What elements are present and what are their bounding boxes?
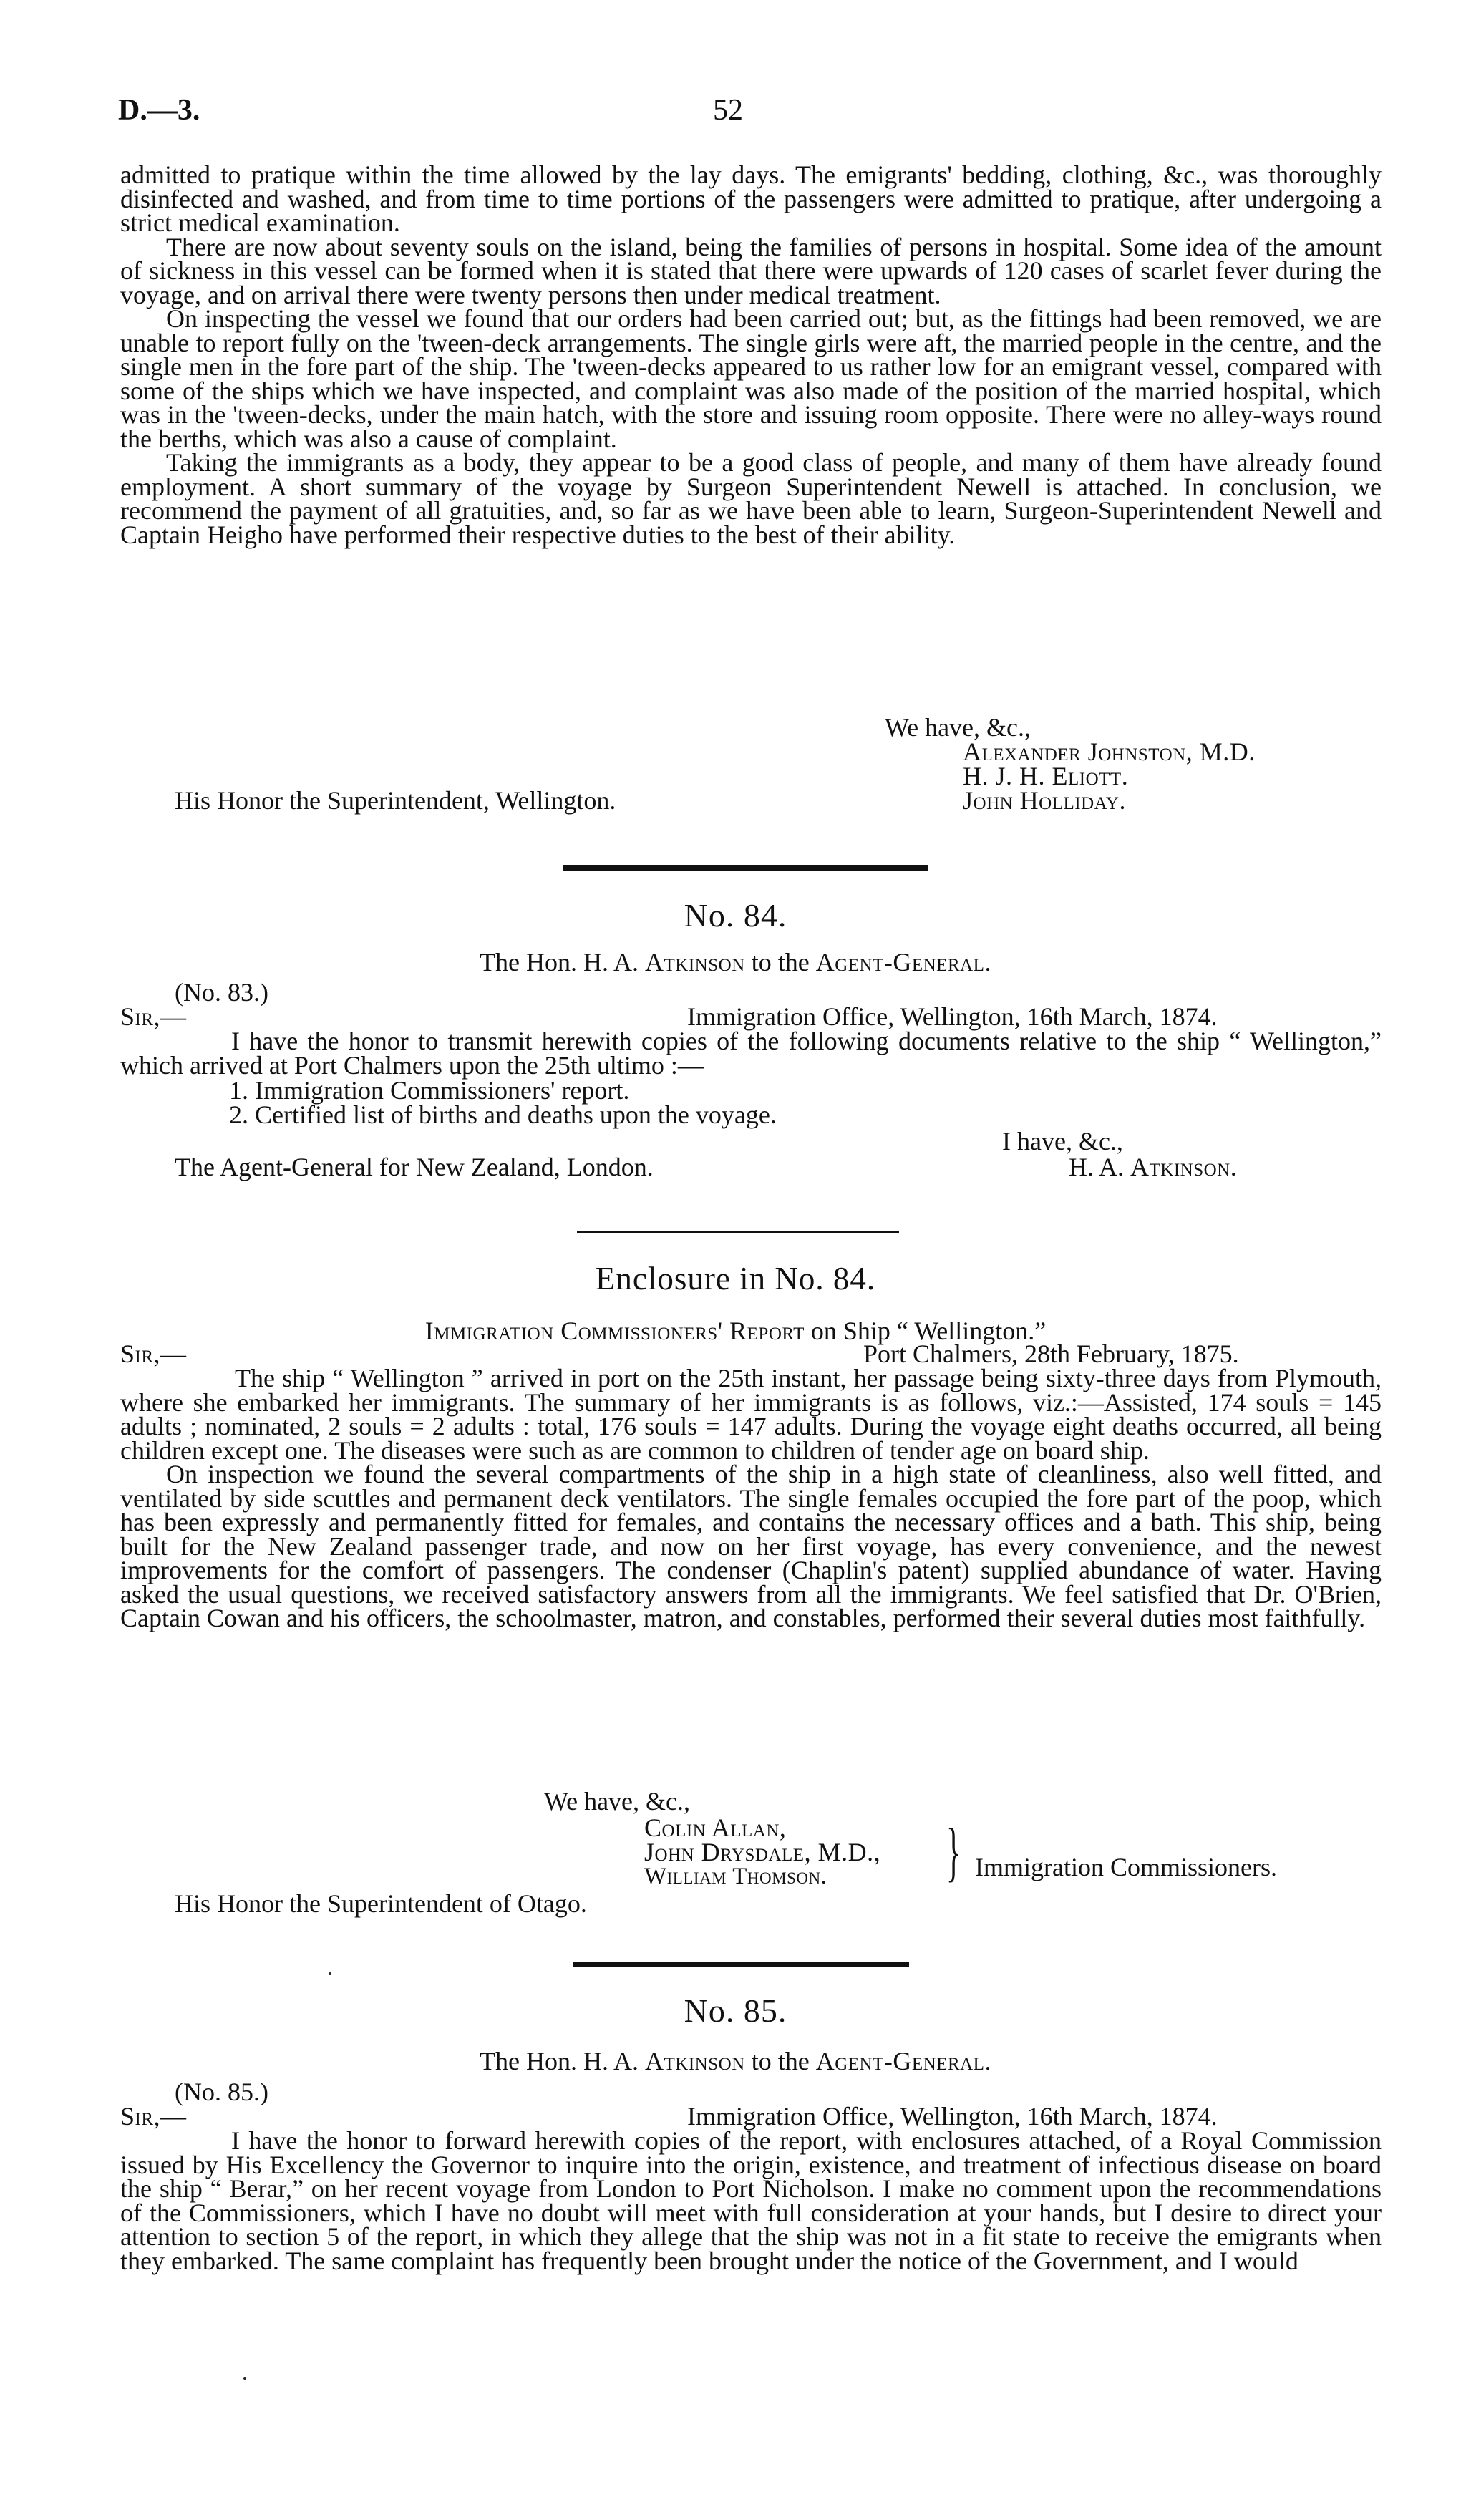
subtitle-name: Atkinson <box>645 948 745 976</box>
ink-speck <box>329 1972 331 1975</box>
brace-symbol: } <box>946 1815 961 1888</box>
signatory: John Drysdale, M.D., <box>644 1838 881 1866</box>
paragraph: I have the honor to transmit herewith copies of the following documents relative to the ship “ Wellington,” which arrived at Port Chalmers upon the 25th ultimo :— <box>120 1027 1382 1080</box>
salutation: Sir,— <box>120 2102 187 2131</box>
subtitle-to: to the <box>751 948 810 976</box>
page-number: 52 <box>713 94 743 127</box>
letter-subtitle <box>0 947 1471 977</box>
commissioners-role: Immigration Commissioners. <box>975 1853 1277 1881</box>
paragraph: On inspecting the vessel we found that our orders had been carried out; but, as the fittings had been removed, we are unable to report fully on the 'tween-deck arrangements. The single girls were aft, the married people in the centre, and the single men in the fore part of the ship. The 'tween-decks appeared to us rather low for an emigrant vessel, compared with some of the ships which we have inspected, and complaint was also made of the position of the married hospital, which was in the 'tween-decks, under the main hatch, with the store and issuing room opposite. There were no alley-ways round the berths, which was also a cause of complaint. <box>120 304 1382 453</box>
subtitle-ship: on Ship “ Wellington.” <box>810 1317 1047 1345</box>
section-divider-thick <box>563 865 928 871</box>
addressee: His Honor the Superintendent, Wellington. <box>175 786 616 815</box>
list-item: 2. Certified list of births and deaths upon the voyage. <box>229 1100 777 1129</box>
paragraph: Taking the immigrants as a body, they appear to be a good class of people, and many of them have already found employment. A short summary of the voyage by Surgeon Superintendent Newell is attached. In conclusion, we recommend the payment of all gratuities, and, so far as we have been able to learn, Surgeon-Superintendent Newell and Captain Heigho have performed their respective duties to the best of their ability. <box>120 448 1382 549</box>
subtitle-prefix: The Hon. H. A. <box>480 948 639 976</box>
letter-reference: (No. 85.) <box>175 2078 268 2106</box>
addressee: His Honor the Superintendent of Otago. <box>175 1889 587 1918</box>
enclosure-body <box>120 1364 1382 1632</box>
signatory: Alexander Johnston, M.D. <box>963 737 1256 766</box>
list-item: 1. Immigration Commissioners' report. <box>229 1076 630 1105</box>
paragraph: admitted to pratique within the time allowed by the lay days. The emigrants' bedding, clothing, &c., was thoroughly disinfected and washed, and from time to time portions of the passengers were admitted to pratique, after undergoing a strict medical examination. <box>120 160 1382 237</box>
salutation: Sir,— <box>120 1339 187 1368</box>
paragraph: On inspection we found the several compartments of the ship in a high state of cleanliness, also well fitted, and ventilated by side scuttles and permanent deck ventilators. The single females occupied the fore part of the poop, which has been expressly and permanently fitted for females, and contains the necessary offices and a bath. This ship, being built for the New Zealand passenger trade, and now on her first voyage, has every convenience, and the newest improvements for the comfort of passengers. The condenser (Chaplin's patent) supplied abundance of water. Having asked the usual questions, we received satisfactory answers from all the immigrants. We feel satisfied that Dr. O'Brien, Captain Cowan and his officers, the schoolmaster, matron, and constables, performed their several duties most faithfully. <box>120 1460 1382 1632</box>
dateline: Port Chalmers, 28th February, 1875. <box>863 1339 1239 1368</box>
subtitle-to: to the <box>751 2047 810 2075</box>
ink-speck <box>243 2377 246 2380</box>
subtitle-name: Atkinson <box>645 2047 745 2075</box>
letter-body <box>120 1027 1382 1080</box>
signatory: Colin Allan, <box>644 1813 787 1842</box>
signatory: H. J. H. Eliott. <box>963 762 1129 790</box>
signature <box>1069 1155 1237 1179</box>
signature-initials: H. A. <box>1069 1153 1125 1181</box>
letter-reference: (No. 83.) <box>175 978 268 1007</box>
subtitle-report: Immigration Commissioners' Report <box>424 1317 805 1345</box>
enclosure-heading: Enclosure in No. 84. <box>595 1261 876 1297</box>
dateline: Immigration Office, Wellington, 16th March, 1874. <box>687 2102 1218 2131</box>
addressee: The Agent-General for New Zealand, London. <box>175 1153 654 1181</box>
signatory: William Thomson. <box>644 1864 827 1889</box>
subtitle-recipient: Agent-General. <box>815 2047 991 2075</box>
subtitle-recipient: Agent-General. <box>815 948 991 976</box>
section-divider-thick <box>573 1962 909 1967</box>
closing: We have, &c., <box>544 1787 691 1816</box>
letter-number-heading: No. 85. <box>684 1992 787 2029</box>
paragraph: The ship “ Wellington ” arrived in port on the 25th instant, her passage being sixty-three days from Plymouth, where she embarked her immigrants. The summary of her immigrants is as follows, viz.:—Assisted, 174 souls = 145 adults ; nominated, 2 souls = 2 adults : total, 176 souls = 147 adults. During the voyage eight deaths occurred, all being children except one. The diseases were such as are common to children of tender age on board ship. <box>120 1364 1382 1465</box>
subtitle-prefix: The Hon. H. A. <box>480 2047 639 2075</box>
dateline: Immigration Office, Wellington, 16th March, 1874. <box>687 1002 1218 1031</box>
letter-body <box>120 2126 1382 2275</box>
page-header-code: D.—3. <box>118 94 200 127</box>
paragraph: I have the honor to forward herewith copies of the report, with enclosures attached, of a Royal Commission issued by His Excellency the Governor to inquire into the origin, existence, and treatment of infectious disease on board the ship “ Berar,” on her recent voyage from London to Port Nicholson. I make no comment upon the recommendations of the Commissioners, which I have no doubt will meet with full consideration at your hands, but I desire to direct your attention to section 5 of the report, in which they allege that the ship was not in a fit state to receive the emigrants when they embarked. The same complaint has frequently been brought under the notice of the Government, and I would <box>120 2126 1382 2275</box>
paragraph: There are now about seventy souls on the island, being the families of persons in hospital. Some idea of the amount of sickness in this vessel can be formed when it is stated that there were upwards of 120 cases of scarlet fever during the voyage, and on arrival there were twenty persons then under medical treatment. <box>120 232 1382 309</box>
section-divider-thin <box>577 1231 899 1233</box>
letter-number-heading: No. 84. <box>684 897 787 934</box>
enclosure-subtitle <box>0 1316 1471 1346</box>
signatory: John Holliday. <box>963 786 1126 815</box>
salutation: Sir,— <box>120 1002 187 1031</box>
closing: We have, &c., <box>885 713 1031 742</box>
signature-name: Atkinson. <box>1130 1153 1238 1181</box>
section1-body <box>120 160 1382 549</box>
closing: I have, &c., <box>1002 1127 1123 1155</box>
letter-subtitle <box>0 2046 1471 2076</box>
